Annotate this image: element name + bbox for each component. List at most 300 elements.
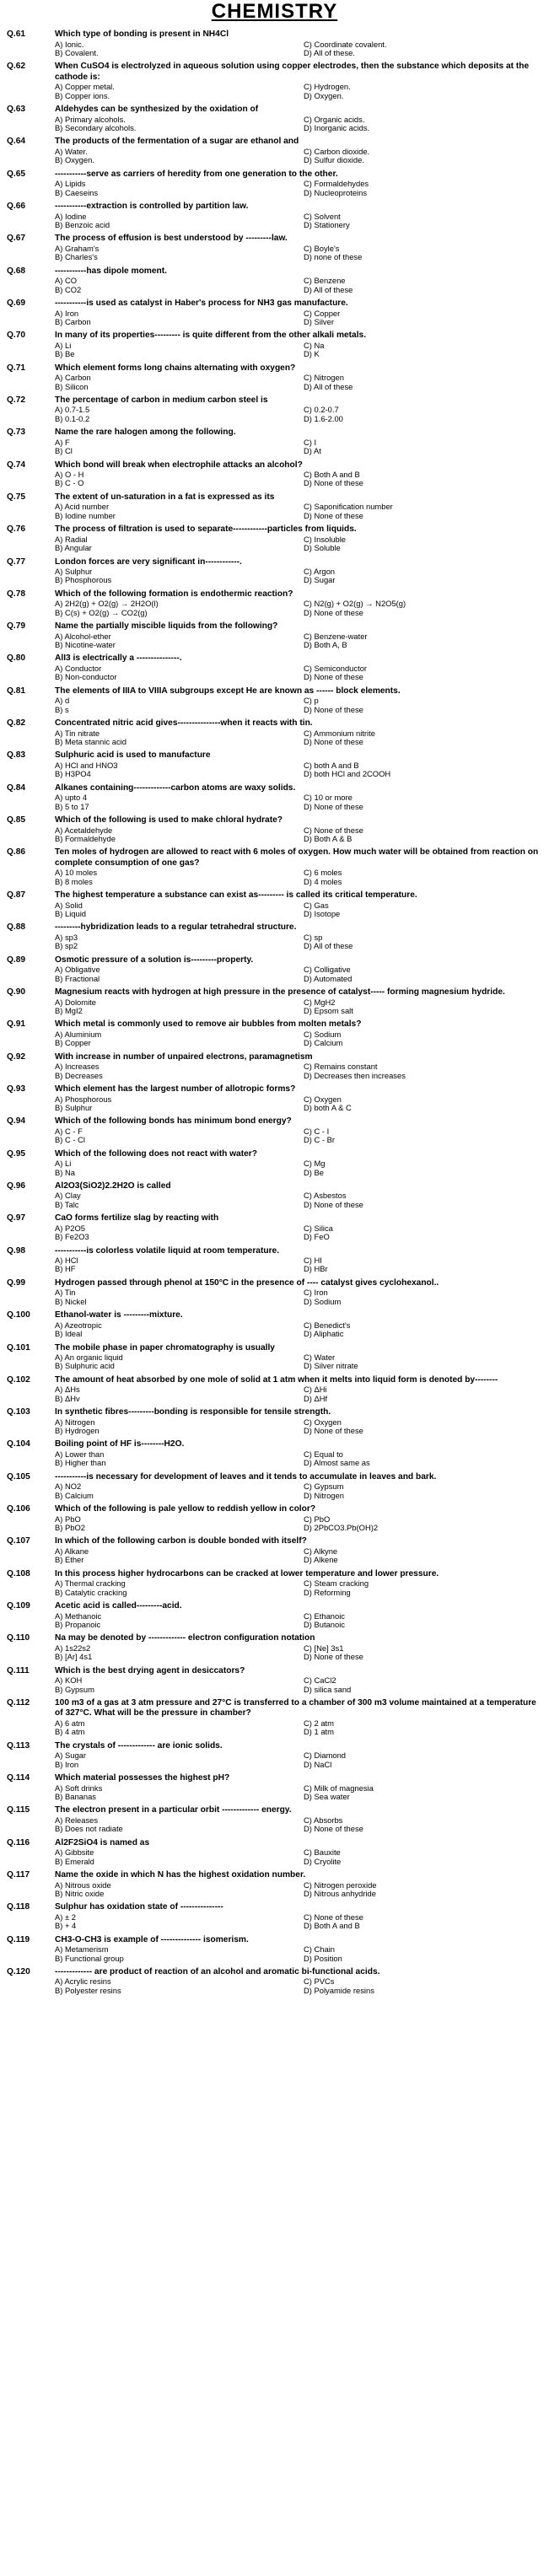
answer-option: B) Na [55, 1168, 75, 1177]
question-number: Q.88 [7, 922, 26, 933]
answer-option: A) Radial [55, 535, 88, 544]
question-text: -----------is used as catalyst in Haber's process for NH3 gas manufacture. [55, 298, 348, 308]
question-header [7, 922, 544, 933]
question-item [0, 30, 549, 57]
answer-option: B) Sulphuric acid [55, 1362, 115, 1371]
answer-option: C) None of these [304, 1912, 363, 1922]
answer-option: C) Na [304, 341, 325, 350]
answer-option: B) Non-conductor [55, 673, 117, 682]
answer-option: D) Alkene [304, 1556, 338, 1565]
answer-option: D) None of these [304, 608, 363, 617]
answer-option: B) Be [55, 350, 75, 359]
question-text: Al2F2SiO4 is named as [55, 1837, 150, 1847]
answer-option: C) Oxygen [304, 1094, 342, 1104]
question-text: Which bond will break when electrophile attacks an alcohol? [55, 460, 303, 470]
answer-option: B) Nickel [55, 1297, 87, 1306]
question-number: Q.79 [7, 621, 26, 632]
answer-option: A) 6 atm [55, 1718, 85, 1728]
answer-option: C) Asbestos [304, 1191, 347, 1201]
answer-option: B) Polyester resins [55, 1986, 121, 1995]
answer-option: B) Gypsum [55, 1685, 94, 1694]
answer-option: B) s [55, 705, 69, 714]
answer-options [55, 1127, 544, 1145]
question-text: Na may be denoted by ------------- electron configuration notation [55, 1633, 315, 1643]
question-header [7, 1967, 544, 1978]
question-number: Q.83 [7, 750, 26, 761]
answer-option: A) Thermal cracking [55, 1579, 126, 1589]
question-item [0, 1569, 549, 1597]
question-number: Q.76 [7, 524, 26, 535]
answer-option: B) Meta stannic acid [55, 737, 126, 746]
answer-option: B) Covalent. [55, 48, 99, 57]
question-number: Q.100 [7, 1310, 30, 1320]
question-text: The elements of IIIA to VIIIA subgroups except He are known as ------ block elements. [55, 686, 401, 696]
answer-option: A) KOH [55, 1676, 83, 1686]
answer-option: B) 4 atm [55, 1728, 85, 1737]
question-header [7, 847, 544, 869]
answer-option: B) MgI2 [55, 1006, 83, 1015]
question-header [7, 492, 544, 503]
question-header [7, 1375, 544, 1386]
answer-option: B) ΔHv [55, 1394, 80, 1403]
question-header [7, 234, 544, 245]
question-number: Q.99 [7, 1277, 26, 1288]
question-text: The amount of heat absorbed by one mole of solid at 1 atm when it melts into liquid form is denoted by-------- [55, 1374, 498, 1385]
question-header [7, 169, 544, 180]
answer-options [55, 901, 544, 919]
answer-option: D) C - Br [304, 1136, 335, 1145]
question-header [7, 815, 544, 826]
answer-option: C) Both A and B [304, 471, 360, 480]
question-item [0, 331, 549, 358]
question-text: Name the oxide in which N has the highest oxidation number. [55, 1870, 306, 1880]
question-header [7, 653, 544, 664]
answer-option: D) ΔHf [304, 1394, 328, 1403]
answer-option: D) K [304, 350, 320, 359]
question-header [7, 105, 544, 116]
answer-option: B) Bananas [55, 1792, 96, 1801]
answer-options [55, 1353, 544, 1371]
question-number: Q.92 [7, 1051, 26, 1062]
answer-option: B) Iodine number [55, 511, 116, 520]
question-header [7, 955, 544, 966]
answer-options [55, 869, 544, 886]
answer-option: C) both A and B [304, 761, 359, 770]
answer-option: B) Sulphur [55, 1103, 93, 1112]
answer-option: C) Water [304, 1353, 336, 1362]
answer-options [55, 1256, 544, 1274]
answer-option: C) p [304, 696, 319, 706]
answer-option: D) Oxygen. [304, 91, 344, 100]
question-item [0, 1472, 549, 1500]
answer-option: C) I [304, 438, 317, 447]
answer-option: D) At [304, 447, 321, 456]
question-item [0, 589, 549, 617]
answer-option: D) Almost same as [304, 1459, 370, 1468]
answer-option: B) Caeseins [55, 188, 99, 197]
answer-option: A) Graham's [55, 244, 100, 253]
question-text: Which of the following does not react with water? [55, 1148, 257, 1159]
answer-option: B) 8 moles [55, 877, 93, 886]
question-text: Which of the following formation is endothermic reaction? [55, 589, 293, 599]
answer-option: C) Diamond [304, 1751, 347, 1761]
question-text: -----------is necessary for development of leaves and it tends to accumulate in leaves and bark. [55, 1471, 437, 1482]
question-header [7, 1805, 544, 1816]
question-header [7, 1838, 544, 1849]
question-number: Q.112 [7, 1697, 30, 1707]
answer-option: D) both HCl and 2COOH [304, 770, 391, 779]
question-header [7, 1149, 544, 1160]
answer-options [55, 1385, 544, 1403]
question-text: In many of its properties--------- is quite different from the other alkali metals. [55, 331, 367, 341]
question-text: The process of effusion is best understood by ---------law. [55, 234, 288, 244]
answer-option: C) HI [304, 1256, 322, 1266]
question-number: Q.107 [7, 1536, 30, 1546]
answer-option: C) CaCl2 [304, 1676, 336, 1686]
answer-option: D) Sugar [304, 576, 336, 585]
question-header [7, 524, 544, 535]
question-text: ---------hybridization leads to a regular tetrahedral structure. [55, 922, 297, 933]
question-number: Q.71 [7, 363, 26, 373]
answer-option: C) Hydrogen. [304, 83, 351, 92]
answer-option: A) Solid [55, 901, 83, 910]
question-item [0, 783, 549, 811]
answer-option: A) Aluminium [55, 1030, 102, 1039]
question-text: CaO forms fertilize slag by reacting with [55, 1213, 219, 1223]
answer-option: A) Methanoic [55, 1611, 102, 1621]
answer-option: B) Phosphorous [55, 576, 112, 585]
answer-options [55, 40, 544, 58]
question-item [0, 298, 549, 326]
answer-option: D) None of these [304, 1825, 363, 1834]
answer-option: D) None of these [304, 737, 363, 746]
answer-option: C) Boyle's [304, 244, 340, 253]
question-header [7, 62, 544, 83]
answer-options [55, 1816, 544, 1834]
question-text: Name the partially miscible liquids from the following? [55, 621, 278, 632]
question-text: In synthetic fibres---------bonding is responsible for tensile strength. [55, 1407, 331, 1417]
answer-option: C) Milk of magnesia [304, 1783, 374, 1793]
answer-option: C) Alkyne [304, 1546, 338, 1556]
answer-option: B) Talc [55, 1200, 79, 1209]
question-header [7, 1902, 544, 1913]
question-item [0, 266, 549, 294]
question-number: Q.73 [7, 428, 26, 438]
answer-option: C) C - I [304, 1127, 330, 1136]
answer-option: A) HCl [55, 1256, 78, 1266]
answer-options [55, 1224, 544, 1242]
answer-option: A) Azeotropic [55, 1320, 102, 1330]
answer-option: D) HBr [304, 1265, 328, 1274]
answer-option: D) Sodium [304, 1297, 342, 1306]
answer-option: A) ΔHs [55, 1385, 80, 1395]
question-item [0, 750, 549, 778]
answer-options [55, 600, 544, 617]
question-item [0, 1870, 549, 1898]
question-text: ------------- are product of reaction of an alcohol and aromatic bi-functional acids. [55, 1966, 380, 1976]
answer-option: C) Benzene-water [304, 632, 368, 641]
question-header [7, 783, 544, 794]
answer-options [55, 1418, 544, 1436]
question-item [0, 653, 549, 681]
question-number: Q.111 [7, 1665, 30, 1675]
answer-option: D) Nitrogen [304, 1491, 344, 1500]
question-number: Q.93 [7, 1084, 26, 1094]
answer-option: C) Silica [304, 1223, 333, 1233]
question-header [7, 1116, 544, 1127]
page-title: CHEMISTRY [211, 0, 338, 23]
answer-option: A) F [55, 438, 70, 447]
answer-options [55, 1547, 544, 1565]
answer-option: C) sp [304, 933, 323, 942]
answer-options [55, 1644, 544, 1662]
answer-options [55, 632, 544, 650]
answer-option: D) both A & C [304, 1103, 352, 1112]
answer-option: A) Water. [55, 147, 88, 156]
answer-option: C) 0.2-0.7 [304, 406, 339, 415]
answer-options [55, 1030, 544, 1048]
answer-option: D) None of these [304, 802, 363, 811]
answer-options [55, 503, 544, 520]
question-header [7, 1472, 544, 1483]
answer-option: D) 1 atm [304, 1728, 334, 1737]
answer-option: A) Alcohol-ether [55, 632, 111, 641]
question-number: Q.108 [7, 1568, 30, 1578]
answer-options [55, 309, 544, 327]
answer-option: A) Clay [55, 1191, 81, 1201]
answer-options [55, 1784, 544, 1802]
question-number: Q.70 [7, 331, 26, 341]
question-number: Q.69 [7, 298, 26, 308]
question-header [7, 1741, 544, 1752]
answer-option: C) MgH2 [304, 998, 336, 1007]
question-item [0, 955, 549, 983]
answer-option: A) upto 4 [55, 793, 88, 803]
question-item [0, 1741, 549, 1769]
answer-option: B) Fractional [55, 974, 100, 983]
answer-options [55, 1482, 544, 1500]
answer-options [55, 1191, 544, 1209]
question-number: Q.96 [7, 1180, 26, 1191]
answer-option: C) Iron [304, 1288, 328, 1298]
question-number: Q.68 [7, 266, 26, 276]
answer-option: C) Equal to [304, 1449, 343, 1459]
answer-options [55, 148, 544, 165]
answer-option: B) Iron [55, 1760, 79, 1769]
answer-option: D) Nucleoproteins [304, 188, 368, 197]
answer-option: C) Oxygen [304, 1417, 342, 1427]
answer-option: B) H3PO4 [55, 770, 91, 779]
question-number: Q.85 [7, 815, 26, 825]
question-number: Q.86 [7, 847, 26, 858]
question-text: -----------extraction is controlled by partition law. [55, 202, 249, 212]
answer-option: D) Automated [304, 974, 353, 983]
answer-options [55, 245, 544, 262]
question-text: Osmotic pressure of a solution is---------property. [55, 955, 254, 965]
question-text: The crystals of ------------- are ionic solids. [55, 1740, 223, 1750]
answer-options [55, 1719, 544, 1737]
answer-option: A) CO [55, 277, 78, 286]
question-header [7, 1773, 544, 1784]
question-item [0, 1116, 549, 1144]
answer-options [55, 438, 544, 456]
answer-option: D) Be [304, 1168, 324, 1177]
question-text: CH3-O-CH3 is example of -------------- isomerism. [55, 1934, 249, 1944]
question-item [0, 1838, 549, 1866]
question-number: Q.103 [7, 1407, 30, 1417]
question-number: Q.87 [7, 890, 26, 901]
question-header [7, 30, 544, 40]
question-number: Q.117 [7, 1870, 30, 1880]
answer-option: D) Sea water [304, 1792, 350, 1801]
answer-option: A) 2H2(g) + O2(g) → 2H2O(l) [55, 600, 159, 609]
answer-option: C) Semiconductor [304, 664, 368, 673]
answer-option: C) 10 or more [304, 793, 353, 803]
question-header [7, 137, 544, 148]
question-number: Q.67 [7, 234, 26, 244]
question-header [7, 1633, 544, 1644]
answer-options [55, 1612, 544, 1630]
question-header [7, 266, 544, 277]
question-item [0, 137, 549, 164]
answer-option: D) Both A and B [304, 1922, 360, 1931]
question-number: Q.114 [7, 1773, 30, 1783]
answer-options [55, 1977, 544, 1995]
answer-option: D) All of these. [304, 48, 355, 57]
question-item [0, 105, 549, 132]
answer-option: B) Hydrogen [55, 1427, 100, 1436]
answer-option: B) Oxygen. [55, 156, 94, 165]
answer-option: C) Ammonium nitrite [304, 729, 375, 738]
answer-option: D) Both A, B [304, 641, 347, 650]
question-header [7, 1310, 544, 1321]
question-number: Q.110 [7, 1633, 30, 1643]
answer-option: D) Nitrous anhydride [304, 1889, 376, 1898]
answer-option: C) Gypsum [304, 1482, 344, 1492]
question-item [0, 987, 549, 1015]
answer-option: C) Solvent [304, 212, 341, 221]
question-number: Q.66 [7, 202, 26, 212]
question-text: AlI3 is electrically a ---------------. [55, 653, 182, 664]
question-header [7, 890, 544, 901]
question-item [0, 1439, 549, 1467]
answer-option: D) FeO [304, 1233, 330, 1242]
answer-option: C) Remains constant [304, 1062, 378, 1072]
question-number: Q.65 [7, 169, 26, 179]
answer-option: C) Bauxite [304, 1848, 341, 1858]
question-header [7, 1343, 544, 1354]
answer-option: B) + 4 [55, 1922, 77, 1931]
question-header [7, 621, 544, 632]
question-text: The percentage of carbon in medium carbon steel is [55, 395, 268, 405]
answer-option: C) Insoluble [304, 535, 347, 544]
question-header [7, 363, 544, 374]
question-text: Sulphur has oxidation state of --------------- [55, 1902, 223, 1912]
question-header [7, 428, 544, 438]
answer-option: B) Secondary alcohols. [55, 124, 137, 133]
question-text: The products of the fermentation of a sugar are ethanol and [55, 137, 299, 147]
question-text: The electron present in a particular orbit ------------- energy. [55, 1805, 292, 1815]
question-text: Name the rare halogen among the following. [55, 428, 236, 438]
answer-option: A) Iodine [55, 212, 87, 221]
question-text: Aldehydes can be synthesized by the oxidation of [55, 105, 259, 115]
answer-options [55, 1062, 544, 1080]
answer-option: A) Li [55, 341, 72, 350]
question-text: In which of the following carbon is double bonded with itself? [55, 1536, 307, 1546]
answer-option: A) Gibbsite [55, 1848, 94, 1858]
answer-option: D) Aliphatic [304, 1330, 344, 1339]
question-item [0, 1343, 549, 1371]
answer-option: D) NaCl [304, 1760, 332, 1769]
answer-options [55, 998, 544, 1016]
answer-option: D) Stationery [304, 220, 350, 229]
question-item [0, 1407, 549, 1435]
answer-option: B) Does not radiate [55, 1825, 123, 1834]
answer-option: C) Gas [304, 901, 329, 910]
question-text: Which of the following bonds has minimum bond energy? [55, 1116, 292, 1127]
question-text: -----------has dipole moment. [55, 266, 167, 276]
question-text: The extent of un-saturation in a fat is expressed as its [55, 492, 275, 502]
question-header [7, 1439, 544, 1450]
question-number: Q.78 [7, 589, 26, 599]
answer-options [55, 1288, 544, 1306]
question-item [0, 922, 549, 950]
answer-option: C) Coordinate covalent. [304, 40, 387, 49]
answer-option: B) Silicon [55, 382, 89, 391]
question-item [0, 1213, 549, 1241]
answer-option: B) Benzoic acid [55, 220, 110, 229]
answer-option: B) Copper ions. [55, 91, 110, 100]
answer-option: C) Carbon dioxide. [304, 147, 370, 156]
answer-option: B) Ideal [55, 1330, 83, 1339]
answer-options [55, 1848, 544, 1866]
answer-option: A) Conductor [55, 664, 102, 673]
answer-option: A) 10 moles [55, 869, 98, 878]
question-item [0, 1805, 549, 1833]
question-text: When CuSO4 is electrolyzed in aqueous solution using copper electrodes, then the substance which deposits at the cathode is: [55, 62, 530, 82]
question-text: Acetic acid is called---------acid. [55, 1601, 182, 1611]
question-number: Q.81 [7, 686, 26, 696]
question-header [7, 718, 544, 729]
question-header [7, 987, 544, 998]
answer-option: B) Cl [55, 447, 73, 456]
answer-option: B) C - Cl [55, 1136, 85, 1145]
question-header [7, 1504, 544, 1515]
answer-options [55, 761, 544, 779]
answer-option: A) PbO [55, 1514, 81, 1524]
question-item [0, 1278, 549, 1306]
answer-option: B) Ether [55, 1556, 84, 1565]
answer-options [55, 1676, 544, 1694]
question-list [0, 30, 549, 1995]
answer-option: D) None of these [304, 479, 363, 488]
question-number: Q.72 [7, 395, 26, 405]
answer-option: B) Higher than [55, 1459, 106, 1468]
question-header [7, 1666, 544, 1677]
answer-option: B) Charles's [55, 253, 98, 262]
question-text: Sulphuric acid is used to manufacture [55, 750, 211, 761]
answer-option: B) Propanoic [55, 1620, 101, 1629]
question-item [0, 557, 549, 585]
answer-option: A) Primary alcohols. [55, 115, 126, 124]
question-text: Concentrated nitric acid gives---------------when it reacts with tin. [55, 718, 313, 729]
answer-option: A) ± 2 [55, 1912, 76, 1922]
answer-option: A) Sugar [55, 1751, 86, 1761]
answer-option: D) Soluble [304, 544, 341, 553]
answer-option: D) Reforming [304, 1588, 351, 1597]
question-header [7, 589, 544, 600]
answer-options [55, 212, 544, 230]
